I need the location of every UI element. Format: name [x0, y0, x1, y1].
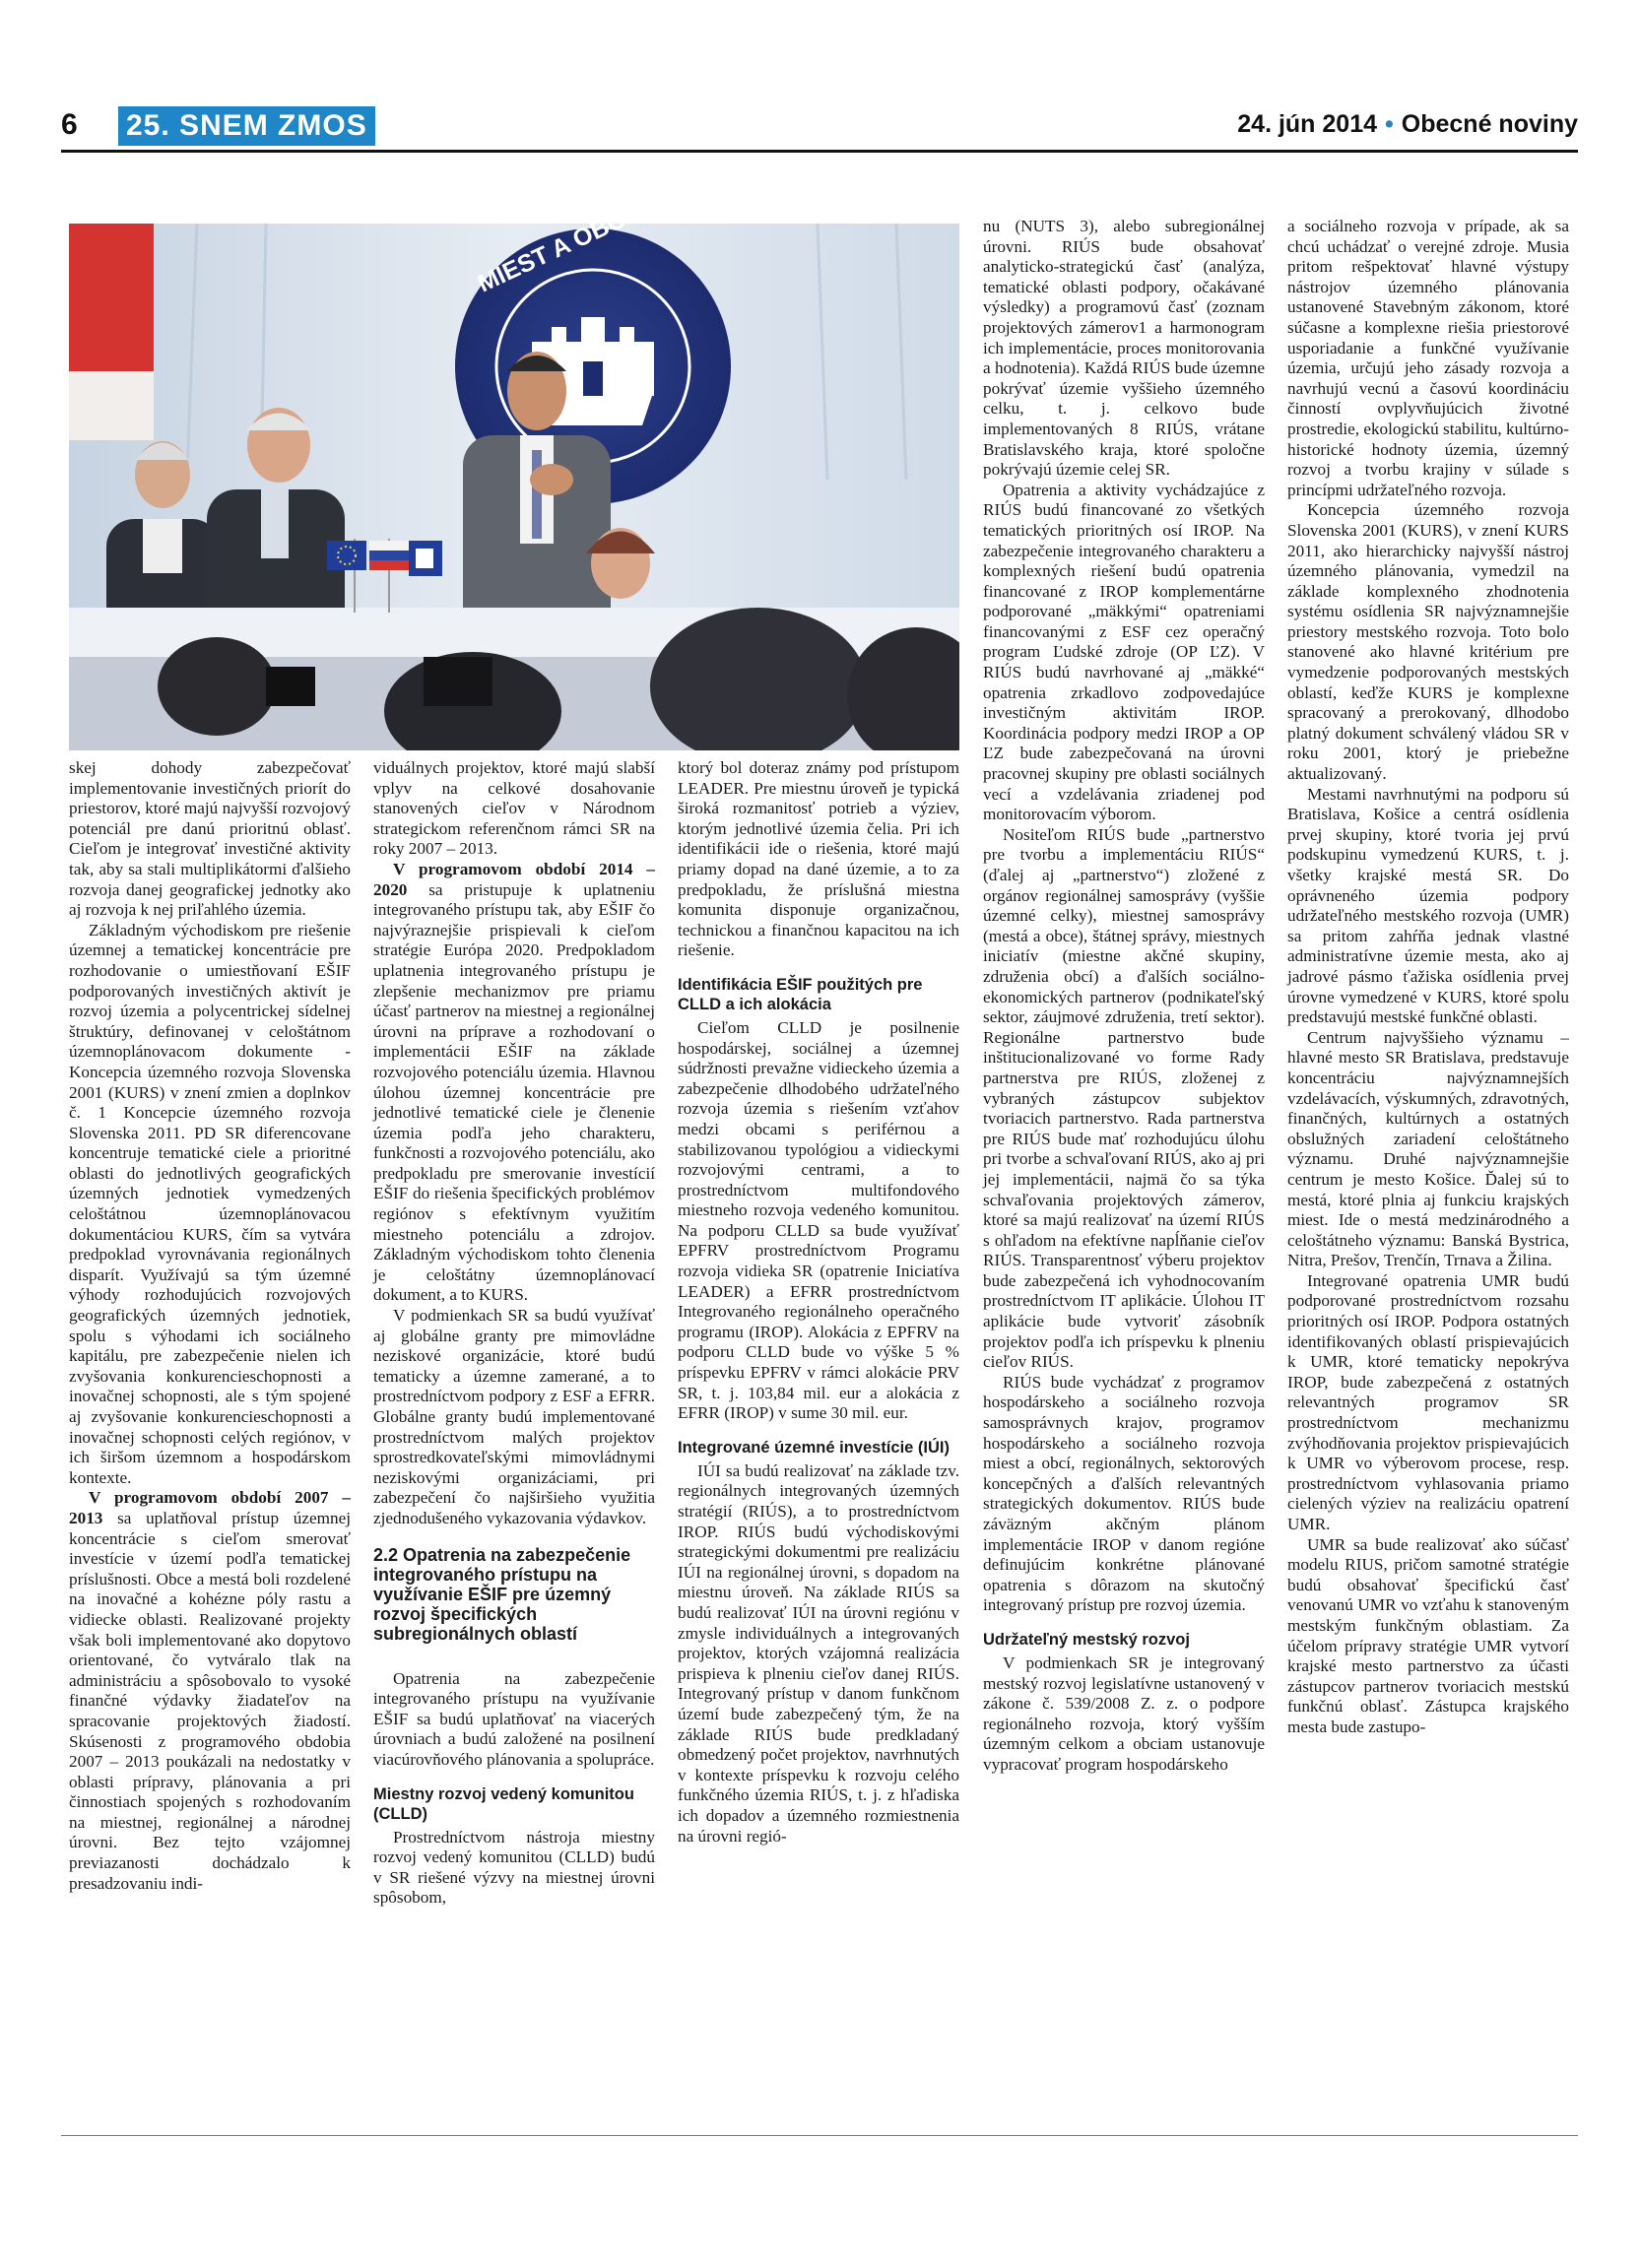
publication-name: Obecné noviny: [1401, 110, 1578, 138]
paragraph: Koncepcia územného rozvoja Slovenska 2001 (KURS), v znení KURS 2011, ako hierarchicky najvyšší nástroj územného plánovania, vymedzil na základe komplexného zhodnotenia systému osídlenia SR najvýznamnejšie priestory mestského rozvoja. Toto bolo stanovené ako hlavné kritérium pre vymedzenie podporovaných mestských oblastí, keďže KURS je komplexne spracovaný a prerokovaný, dlhodobo platný dokument schválený vládou SR v roku 2001, ktorý je priebežne aktualizovaný.: [1287, 500, 1569, 784]
paragraph: V podmienkach SR sa budú využívať aj globálne granty pre mimovládne neziskové organizácie, ktoré budú tematicky a územne zamerané, a to prostredníctvom podpory z ESF a EFRR. Globálne granty budú implementované prostredníctvom malých projektov sprostredkovateľskými mimovládnymi neziskovými organizáciami, pri zabezpečení čo najširšieho využitia zjednodušeného vykazovania výdavkov.: [373, 1306, 655, 1527]
subheading: Miestny rozvoj vedený komunitou (CLLD): [373, 1784, 634, 1823]
paragraph: viduálnych projektov, ktoré majú slabší vplyv na celkové dosahovanie stanovených cieľov v Národnom strategickom referenčnom rámci SR na roky 2007 – 2013.: [373, 758, 655, 859]
paragraph: skej dohody zabezpečovať implementovanie investičných priorít do priestorov, ktoré majú najvyšší rozvojový potenciál pre danú prioritnú oblasť. Cieľom je integrovať investičné aktivity tak, aby sa stali multiplikátormi ďalšieho rozvoja danej geografickej jednotky ako aj rozvoja k nej priľahlého územia.: [69, 758, 351, 920]
page-header: [61, 106, 1578, 154]
paragraph-body: sa pristupuje k uplatneniu integrovaného prístupu tak, aby EŠIF čo najvýraznejšie prispievali k cieľom stratégie Európa 2020. Predpokladom uplatnenia integrovaného prístupu je zlepšenie mechanizmov pre priamu účasť partnerov na miestnej a regionálnej úrovni na príprave a rozhodovaní o implementácii EŠIF na základe rozvojového potenciálu územia. Hlavnou úlohou územnej koncentrácie pre jednotlivé tematické ciele je členenie územia podľa jeho charakteru, funkčnosti a rozvojového potenciálu, ako predpokladu pre smerovanie investícií EŠIF do riešenia špecifických problémov regiónov s efektívnym využitím miestneho potenciálu a zdrojov. Základným východiskom tohto členenia je celoštátny územnoplánovací dokument, a to KURS.: [373, 879, 655, 1305]
issue-date: 24. jún 2014: [1237, 110, 1378, 138]
article-column-2: [373, 758, 655, 1909]
article-column-4: [983, 217, 1265, 1776]
paragraph-lead: V programovom období 2014 – 2020: [373, 859, 655, 899]
article-column-5: [1287, 217, 1569, 1738]
svg-text:MIEST A OBCÍ SLOVEN: MIEST A OBCÍ: [473, 224, 636, 298]
header-rule: [61, 150, 1578, 153]
header-meta: [1237, 110, 1578, 139]
paragraph: ktorý bol doteraz známy pod prístupom LEADER. Pre miestnu úroveň je typická široká rozmanitosť potrieb a výziev, ktorým jednotlivé územia čelia. Pri ich identifikácii ide o riešenia, ktoré majú priamy dopad na dané územie, a to za predpokladu, že príslušná miestna komunita disponuje organizačnou, technickou a finančnou kapacitou na ich riešenie.: [678, 758, 959, 960]
paragraph: [69, 1488, 351, 1894]
separator-dot: •: [1385, 110, 1394, 138]
subheading: Identifikácia EŠIF použitých pre CLLD a ich alokácia: [678, 975, 923, 1013]
paragraph: nu (NUTS 3), alebo subregionálnej úrovni. RIÚS bude obsahovať analyticko-strategickú časť (analýza, tematické oblasti podpory, očakávané výsledky) a programovú časť (zoznam projektových zámerov1 a harmonogram ich implementácie, proces monitorovania a hodnotenia). Každá RIÚS bude územne pokrývať územie vyššieho územného celku, t. j. celkovo bude implementovaných 8 RIÚS, vrátane Bratislavského kraja, ktoré spoločne pokrývajú územie celej SR.: [983, 217, 1265, 480]
paragraph: IÚI sa budú realizovať na základe tzv. regionálnych integrovaných územných stratégií (RIÚS), a to prostredníctvom IROP. RIÚS budú východiskovými strategickými dokumentmi pre realizáciu IÚI na regionálnej úrovni, s dopadom na miestnu úroveň. Na základe RIÚS sa budú realizovať IÚI na úrovni regiónu v zmysle individuálnych a integrovaných projektov, ktorých vzájomná realizácia prispieva k plneniu cieľov danej RIÚS. Integrovaný prístup v danom funkčnom území bude zabezpečený tým, že na základe RIÚS bude predkladaný obmedzený počet projektov, navrhnutých v kontexte príspevku k rozvoju celého funkčného územia RIÚS, t. j. z hľadiska ich dopadov a územného rozmiestnenia na úrovni regió-: [678, 1460, 959, 1846]
paragraph: [373, 860, 655, 1306]
paragraph-lead: V programovom období 2007 – 2013: [69, 1488, 351, 1527]
paragraph: a sociálneho rozvoja v prípade, ak sa chcú uchádzať o verejné zdroje. Musia pritom rešpektovať hlavné výstupy nástrojov územného plánovania ustanovené Stavebným zákonom, ktoré súčasne a komplexne riešia priestorové usporiadanie a funkčné využívanie územia, určujú jeho zásady rozvoja a navrhujú vecnú a časovú koordináciu činností ovplyvňujúcich životné prostredie, ekologickú stabilitu, kultúrno-historické hodnoty územia, územný rozvoj a tvorbu krajiny v súlade s princípmi udržateľného rozvoja.: [1287, 217, 1569, 499]
paragraph: Integrované opatrenia UMR budú podporované prostredníctvom rozsahu prioritných osí IROP. Podpora ostatných identifikovaných oblastí prispievajúcich k UMR, ktoré tematicky nepokrýva IROP, bude zabezpečená z ostatných relevantných programov SR prostredníctvom mechanizmu zvýhodňovania projektov prispievajúcich k UMR vo výberovom procese, resp. prostredníctvom vyhlasovania priamo cielených výziev na realizáciu opatrení UMR.: [1287, 1270, 1569, 1533]
event-photo: [69, 224, 959, 750]
paragraph: Prostredníctvom nástroja miestny rozvoj vedený komunitou (CLLD) budú v SR riešené výzvy na miestnej úrovni spôsobom,: [373, 1827, 655, 1908]
subheading: Integrované územné investície (IÚI): [678, 1438, 950, 1457]
paragraph: Opatrenia na zabezpečenie integrovaného prístupu na využívanie EŠIF sa budú uplatňovať na viacerých úrovniach a budú založené na posilnení viacúrovňového plánovania a spolupráce.: [373, 1668, 655, 1769]
paragraph: RIÚS bude vychádzať z programov hospodárskeho a sociálneho rozvoja samosprávnych krajov, programov hospodárskeho a sociálneho rozvoja miest a obcí, regionálnych, sektorových koncepčných a ďalších relevantných strategických dokumentov. RIÚS bude záväzným akčným plánom implementácie IROP v danom regióne definujúcim konkrétne plánované opatrenia s dôrazom na skutočný integrovaný prístup pre rozvoj územia.: [983, 1372, 1265, 1615]
paragraph: Základným východiskom pre riešenie územnej a tematickej koncentrácie pre rozhodovanie o umiestňovaní EŠIF podporovaných investičných aktivít je rozvoj územia a polycentrickej sídelnej štruktúry, definovanej v celoštátnom územnoplánovacom dokumente - Koncepcia územného rozvoja Slovenska 2001 (KURS) v znení zmien a doplnkov č. 1 Koncepcie územného rozvoja Slovenska 2011. PD SR diferencovane koncentruje tematické ciele a prioritné oblasti do jednotlivých geografických územných jednotiek vymedzených celoštátnou územnoplánovacou dokumentáciou KURS, čím sa vytvára predpoklad vyrovnávania regionálnych disparít. Využívajú sa tým územné výhody rozhodujúcich rozvojových geografických územných jednotiek, spolu s výhodami ich sociálneho kapitálu, pre zabezpečenie nielen ich zvyšovania konkurencieschopnosti a inovačnej schopnosti, ale s tým spojené aj zvyšovanie konkurencieschopnosti a inovačnej schopnosti celých regiónov, v ich širšom územnom a hospodárskom kontexte.: [69, 920, 351, 1487]
paragraph: Cieľom CLLD je posilnenie hospodárskej, sociálnej a územnej súdržnosti prevažne vidieckeho územia a zabezpečenie dlhodobého udržateľného rozvoja územia s riešením vzťahov medzi obcami s periférnou a stabilizovanou typológiou a vidieckymi rozvojovými centrami, a to prostredníctvom multifondového miestneho rozvoja vedeného komunitou. Na podporu CLLD sa bude využívať EPFRV prostredníctvom Programu rozvoja vidieka SR (opatrenie Iniciatíva LEADER) a EFRR prostredníctvom Integrovaného regionálneho operačného programu (IROP). Alokácia z EPFRV na podporu CLLD bude vo výške 5 % príspevku EPFRV v rámci alokácie PRV SR, t. j. 103,84 mil. eur a alokácia z EFRR (IROP) v sume 30 mil. eur.: [678, 1017, 959, 1423]
section-heading: 2.2 Opatrenia na zabezpečenie integrovaného prístupu na využívanie EŠIF pre územný rozvoj špecifických subregionálnych oblastí: [373, 1544, 631, 1644]
paragraph: Mestami navrhnutými na podporu sú Bratislava, Košice a centrá osídlenia prvej skupiny, ktoré tvoria jej prvú podskupinu vymedzenú KURS, t. j. všetky krajské mestá SR. Do oprávneného územia podpory udržateľného mestského rozvoja (UMR) sa pritom zahŕňa jednak vlastné administratívne územie mesta, ako aj jadrové pásmo ťažiska osídlenia prvej úrovne vymedzené v KURS, ktoré spolu predstavujú mestské funkčné oblasti.: [1287, 784, 1569, 1027]
subheading: Udržateľný mestský rozvoj: [983, 1630, 1190, 1649]
article-column-3: [678, 758, 959, 1847]
article-column-1: [69, 758, 351, 1894]
footer-rule: [61, 2135, 1578, 2136]
paragraph: Nositeľom RIÚS bude „partnerstvo pre tvorbu a implementáciu RIÚS“ (ďalej aj „partnerstvo“) zložené z orgánov regionálnej samosprávy (vyššie územné celky), miestnej samosprávy (mestá a obce), štátnej správy, miestnych iniciatív (miestne akčné skupiny, združenia obcí) a ďalších sociálno-ekonomických partnerov (podnikateľský sektor, záujmové združenia, tretí sektor). Regionálne partnerstvo bude inštitucionalizované vo forme Rady partnerstva pre RIÚS, zloženej z vybraných zástupcov subjektov tvoriacich partnerstvo. Rada partnerstva pre RIÚS bude mať rozhodujúcu úlohu pri tvorbe a schvaľovaní RIÚS, ako aj pri jej implementácii, najmä čo sa týka schvaľovania projektových zámerov, ktoré sa majú realizovať na území RIÚS s ohľadom na efektívne napĺňanie cieľov RIÚS. Transparentnosť výberu projektov bude zabezpečená ich vyhodnocovaním prostredníctvom IT aplikácie. Úlohou IT aplikácie bude vytvoriť zásobník projektov podľa ich príspevku k plneniu cieľov RIÚS.: [983, 824, 1265, 1372]
paragraph: V podmienkach SR je integrovaný mestský rozvoj legislatívne ustanovený v zákone č. 539/2008 Z. z. o podpore regionálneho rozvoja, ktorý vyšším územným celkom a obciam ustanovuje vypracovať program hospodárskeho: [983, 1652, 1265, 1774]
section-label: 25. SNEM ZMOS: [118, 106, 375, 146]
paragraph: Centrum najvyššieho významu – hlavné mesto SR Bratislava, predstavuje koncentráciu najvýznamnejších vzdelávacích, výskumných, zdravotných, finančných, kultúrnych a ostatných obslužných zariadení celoštátneho významu. Druhé najvýznamnejšie centrum je mesto Košice. Ďalej sú to mestá, ktoré plnia aj funkciu krajských miest. Ide o mestá medzinárodného a celoštátneho významu: Banská Bystrica, Nitra, Prešov, Trenčín, Trnava a Žilina.: [1287, 1027, 1569, 1270]
paragraph: Opatrenia a aktivity vychádzajúce z RIÚS budú financované zo všetkých tematických prioritných osí IROP. Na zabezpečenie integrovaného charakteru a komplexných riešení budú opatrenia financované z IROP komplementárne podporované „mäkkými“ opatreniami financovanými z ESF cez operačný program Ľudské zdroje (OP ĽZ). V RIÚS budú navrhované aj „mäkké“ opatrenia zrkadlovo zodpovedajúce investičným aktivitám IROP. Koordinácia podpory medzi IROP a OP ĽZ bude zabezpečovaná na úrovni pracovnej skupiny pre oblasti sociálnych vecí a vzdelávania zriadenej pod monitorovacím výborom.: [983, 480, 1265, 824]
paragraph-body: sa uplatňoval prístup územnej koncentrácie s cieľom smerovať investície v území podľa tematickej príslušnosti. Obce a mestá boli rozdelené na inovačné a kohézne póly rastu a vidiecke oblasti. Realizované projekty však boli implementované ako dopytovo orientované, čo vytváralo tlak na administráciu a spôsobovalo to vysoké finančné výdavky žiadateľov na spracovanie projektových žiadostí. Skúsenosti z programového obdobia 2007 – 2013 poukázali na nedostatky v oblasti prípravy, plánovania a pri činnostiach spojených s rozhodovaním na miestnej, regionálnej a národnej úrovni. Bez tejto vzájomnej previazanosti dochádzalo k presadzovaniu indi-: [69, 1508, 351, 1893]
paragraph: UMR sa bude realizovať ako súčasť modelu RIUS, pričom samotné stratégie budú obsahovať špecifickú časť venovanú UMR vo vzťahu k stanoveným mestským funkčným oblastiam. Za účelom prípravy stratégie UMR vytvorí krajské mesto partnerstvo za účasti zástupcov partnerov tvoriacich mestskú funkčnú oblasť. Zástupca krajského mesta bude zastupo-: [1287, 1534, 1569, 1736]
page-number: 6: [61, 108, 78, 141]
